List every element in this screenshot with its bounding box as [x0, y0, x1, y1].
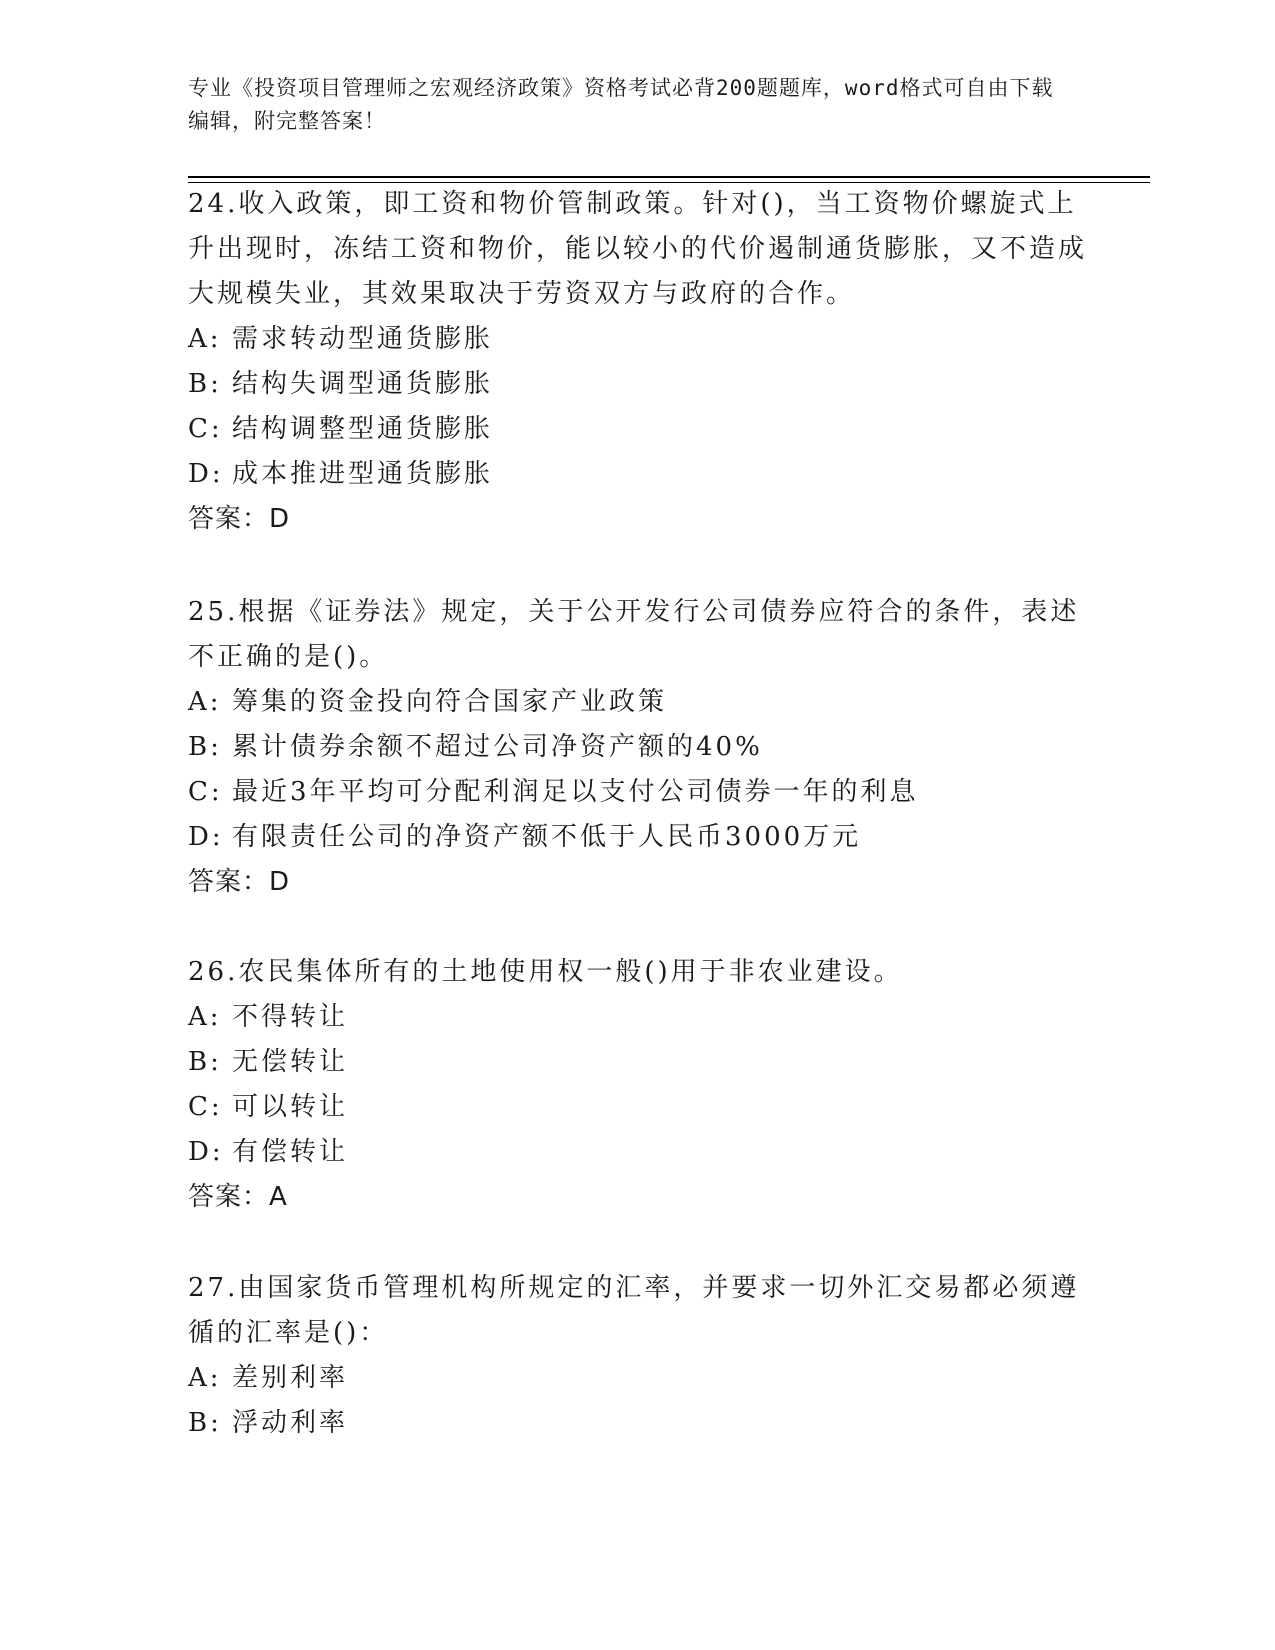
- option-text: 需求转动型通货膨胀: [232, 324, 494, 354]
- option-b: [188, 725, 1088, 770]
- option-letter: D:: [188, 1137, 224, 1167]
- option-c: [188, 407, 1088, 452]
- option-b: [188, 1040, 1088, 1085]
- option-letter: C:: [188, 414, 223, 444]
- answer-line: 答案：A: [188, 1182, 288, 1212]
- option-letter: C:: [188, 1092, 223, 1122]
- option-a: [188, 995, 1088, 1040]
- question-stem: 25.根据《证券法》规定，关于公开发行公司债券应符合的条件，表述不正确的是()。: [188, 597, 1080, 672]
- option-text: 不得转让: [232, 1002, 349, 1032]
- question-26: [188, 950, 1088, 1220]
- option-text: 可以转让: [232, 1092, 349, 1122]
- option-letter: B:: [188, 732, 222, 762]
- question-27: [188, 1266, 1088, 1446]
- answer-line: 答案：D: [188, 504, 291, 534]
- option-letter: C:: [188, 777, 223, 807]
- option-b: [188, 362, 1088, 407]
- option-text: 有限责任公司的净资产额不低于人民币3000万元: [232, 822, 862, 852]
- option-text: 结构失调型通货膨胀: [232, 369, 494, 399]
- option-d: [188, 452, 1088, 497]
- option-letter: B:: [188, 1047, 222, 1077]
- option-a: [188, 1356, 1088, 1401]
- option-d: [188, 815, 1088, 860]
- option-text: 结构调整型通货膨胀: [232, 414, 494, 444]
- option-letter: A:: [188, 687, 222, 717]
- header-divider-thick: [188, 176, 1150, 178]
- option-text: 有偿转让: [232, 1137, 349, 1167]
- option-c: [188, 770, 1088, 815]
- option-letter: B:: [188, 369, 222, 399]
- option-letter: D:: [188, 822, 224, 852]
- answer-line: 答案：D: [188, 867, 291, 897]
- option-a: [188, 680, 1088, 725]
- option-text: 成本推进型通货膨胀: [232, 459, 494, 489]
- option-text: 筹集的资金投向符合国家产业政策: [232, 687, 668, 717]
- option-text: 累计债券余额不超过公司净资产额的40%: [232, 732, 763, 762]
- question-stem: 24.收入政策，即工资和物价管制政策。针对()，当工资物价螺旋式上升出现时，冻结工资和物价，能以较小的代价遏制通货膨胀，又不造成大规模失业，其效果取决于劳资双方与政府的合作。: [188, 189, 1088, 309]
- option-letter: A:: [188, 1363, 222, 1393]
- option-text: 差别利率: [232, 1363, 349, 1393]
- option-text: 最近3年平均可分配利润足以支付公司债券一年的利息: [232, 777, 919, 807]
- question-stem: 27.由国家货币管理机构所规定的汇率，并要求一切外汇交易都必须遵循的汇率是()：: [188, 1273, 1080, 1348]
- document-header: 专业《投资项目管理师之宏观经济政策》资格考试必背200题题库，word格式可自由下载编辑，附完整答案！: [188, 76, 1054, 133]
- question-25: [188, 590, 1088, 905]
- option-letter: D:: [188, 459, 224, 489]
- option-c: [188, 1085, 1088, 1130]
- option-letter: B:: [188, 1408, 222, 1438]
- option-letter: A:: [188, 1002, 222, 1032]
- option-letter: A:: [188, 324, 222, 354]
- option-text: 无偿转让: [232, 1047, 349, 1077]
- option-text: 浮动利率: [232, 1408, 349, 1438]
- option-a: [188, 317, 1088, 362]
- option-b: [188, 1401, 1088, 1446]
- option-d: [188, 1130, 1088, 1175]
- question-24: [188, 182, 1088, 542]
- question-stem: 26.农民集体所有的土地使用权一般()用于非农业建设。: [188, 957, 903, 987]
